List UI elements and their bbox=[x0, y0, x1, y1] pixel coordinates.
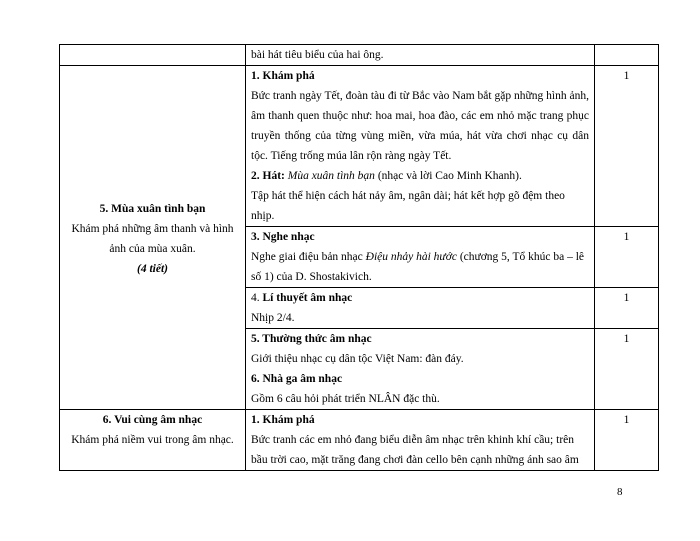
section-text: Bức tranh ngày Tết, đoàn tàu đi từ Bắc vào Nam bắt gặp những hình ảnh, âm thanh quen thuộc như: hoa mai, hoa đào, các em nhỏ mặc trang phục truyền thống của từng vùng miền, vừa múa, hát vừa chơi nhạc cụ dân tộc. Tiếng trống múa lân rộn ràng ngày Tết. bbox=[251, 90, 589, 162]
content-cell bbox=[246, 227, 595, 288]
content-text: bài hát tiêu biểu của hai ông. bbox=[251, 49, 384, 61]
lesson-periods: (4 tiết) bbox=[137, 262, 168, 275]
table-row bbox=[60, 66, 659, 227]
period-count: 1 bbox=[595, 227, 659, 288]
page-number: 8 bbox=[617, 486, 623, 498]
lesson-plan-table bbox=[59, 44, 659, 471]
section-heading: 3. Nghe nhạc bbox=[251, 231, 315, 243]
section-heading: 6. Nhà ga âm nhạc bbox=[251, 373, 343, 385]
lesson-5-cell bbox=[60, 66, 246, 410]
section-line bbox=[251, 288, 589, 308]
section-heading: 1. Khám phá bbox=[251, 414, 315, 426]
table-row bbox=[60, 410, 659, 471]
section-text: Bức tranh các em nhỏ đang biểu diễn âm nhạc trên khinh khí cầu; trên bầu trời cao, mặt trăng đang chơi đàn cello bên cạnh những ánh sao âm bbox=[251, 434, 579, 466]
song-credit: (nhạc và lời Cao Minh Khanh). bbox=[374, 170, 522, 182]
lesson-6-cell bbox=[60, 410, 246, 471]
content-cell bbox=[246, 410, 595, 471]
section-text: Gồm 6 câu hỏi phát triển NLÂN đặc thù. bbox=[251, 393, 440, 405]
section-heading: Lí thuyết âm nhạc bbox=[262, 292, 353, 304]
piece-title: Điệu nhảy hài hước bbox=[365, 251, 457, 263]
lesson-description: Khám phá niềm vui trong âm nhạc. bbox=[71, 434, 234, 446]
content-cell bbox=[246, 329, 595, 410]
section-text: Nghe giai điệu bản nhạc bbox=[251, 251, 366, 263]
section-line bbox=[251, 166, 589, 186]
lesson-title: 5. Mùa xuân tình bạn bbox=[99, 202, 206, 215]
section-text: Tập hát thể hiện cách hát nảy âm, ngân dài; hát kết hợp gõ đệm theo nhịp. bbox=[251, 190, 565, 222]
content-cell bbox=[246, 288, 595, 329]
song-title: Mùa xuân tình bạn bbox=[287, 170, 375, 182]
period-count: 1 bbox=[595, 410, 659, 471]
table-row bbox=[60, 45, 659, 66]
lesson-cell-empty bbox=[60, 45, 246, 66]
section-line bbox=[251, 247, 589, 287]
section-heading: 5. Thường thức âm nhạc bbox=[251, 333, 372, 345]
section-number: 4. bbox=[251, 292, 263, 304]
period-count: 1 bbox=[595, 66, 659, 227]
lesson-description: Khám phá những âm thanh và hình ảnh của mùa xuân. bbox=[71, 222, 234, 255]
lesson-title: 6. Vui cùng âm nhạc bbox=[102, 414, 203, 426]
period-count: 1 bbox=[595, 288, 659, 329]
section-heading: 2. Hát: bbox=[251, 170, 285, 182]
section-heading: 1. Khám phá bbox=[251, 70, 315, 82]
section-text: Nhịp 2/4. bbox=[251, 312, 295, 324]
content-cell bbox=[246, 45, 595, 66]
period-cell-empty bbox=[595, 45, 659, 66]
content-cell bbox=[246, 66, 595, 227]
section-text: (chương 5, Tổ khúc ba – lê số 1) của D. Shostakivich. bbox=[251, 251, 585, 283]
section-text: Giới thiệu nhạc cụ dân tộc Việt Nam: đàn đáy. bbox=[251, 353, 464, 365]
period-count: 1 bbox=[595, 329, 659, 410]
